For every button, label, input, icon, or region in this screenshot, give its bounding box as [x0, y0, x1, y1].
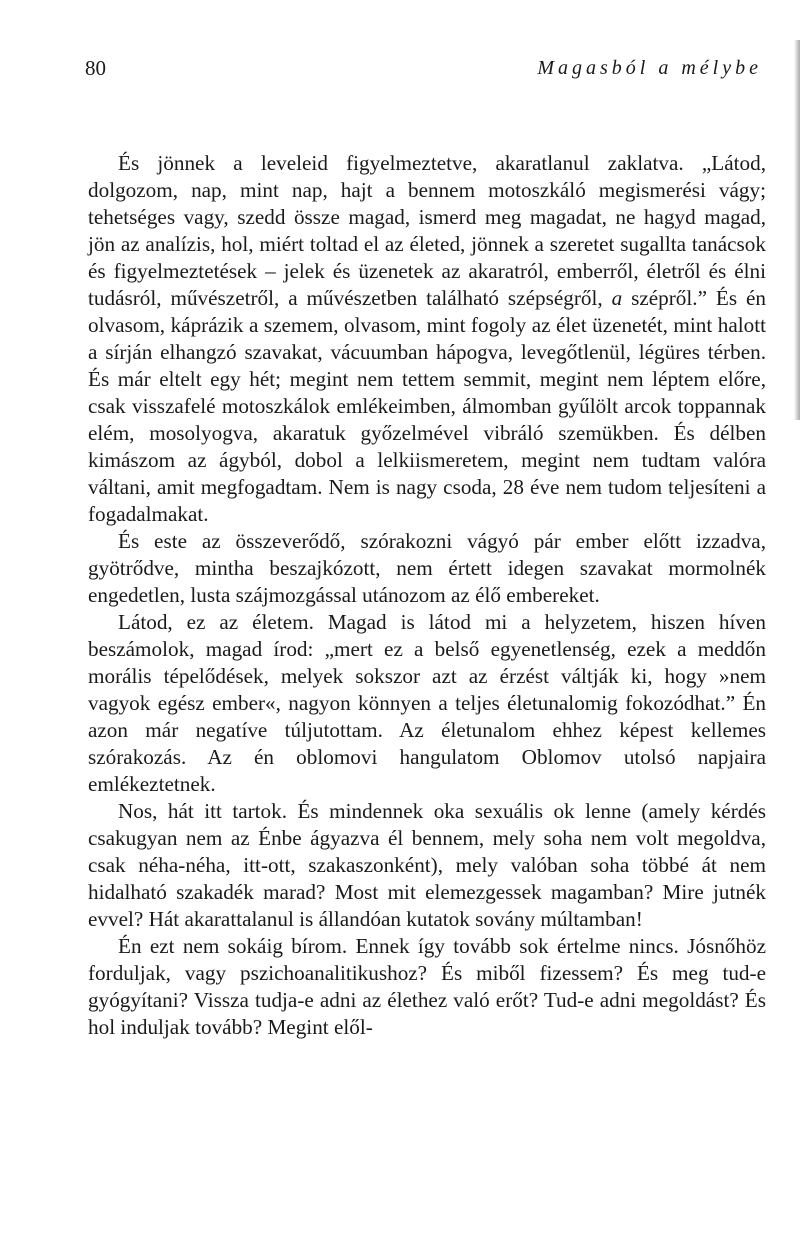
paragraph-5: Én ezt nem sokáig bírom. Ennek így tovább sok értelme nincs. Jósnőhöz forduljak, vagy pszichoanalitikushoz? És miből fizessem? És meg tud-e gyógyítani? Vissza tudja-e adni az élethez való erőt? Tud-e adni megoldást? És hol induljak tovább? Megint elől- — [88, 934, 766, 1039]
paragraph-2: És este az összeverődő, szórakozni vágyó pár ember előtt izzadva, gyötrődve, mintha beszajkózott, nem értett idegen szavakat mormolnék engedetlen, lusta szájmozgással utánozom az élő embereket. — [88, 529, 766, 607]
paragraph-1-text-a: És jönnek a leveleid figyelmeztetve, akaratlanul zaklatva. „Látod, dolgozom, nap, mint nap, hajt a bennem motoszkáló megismerési vágy; tehetséges vagy, szedd össze magad, ismerd meg magadat, ne hagyd magad, jön az analízis, hol, miért toltad el az életed, jönnek a szeretet sugallta tanácsok és figyelmeztetések – jelek és üzenetek az akaratról, emberről, életről és élni tudásról, művészetről, a művészetben található szépségről, — [88, 151, 766, 310]
paragraph-1-text-b: szépről.” És én olvasom, káprázik a szemem, olvasom, mint fogoly az élet üzenetét, mint halott a sírján elhangzó szavakat, vácuumban hápogva, levegőtlenül, légüres térben. És már eltelt egy hét; megint nem tettem semmit, megint nem léptem előre, csak visszafelé motoszkálok emlékeimben, álmomban gyűlölt arcok toppannak elém, mosolyogva, akaratuk győzelmével vibráló szemükben. És délben kimászom az ágyból, dobol a lelkiismeretem, megint nem tudtam valóra váltani, amit megfogadtam. Nem is nagy csoda, 28 éve nem tudom teljesíteni a fogadalmakat. — [88, 286, 766, 526]
running-title: Magasból a mélybe — [537, 57, 762, 79]
page-number: 80 — [85, 56, 106, 80]
body-text — [88, 150, 766, 1041]
paragraph-1 — [88, 150, 766, 528]
paragraph-1-italic: a — [611, 286, 623, 310]
scan-edge-shadow — [794, 40, 800, 420]
paragraph-3: Látod, ez az életem. Magad is látod mi a helyzetem, hiszen híven beszámolok, magad írod: „mert ez a belső egyenetlenség, ezek a meddőn morális tépelődések, melyek sokszor azt az érzést váltják ki, hogy »nem vagyok egész ember«, nagyon könnyen a teljes életunalomig fokozódhat.” Én azon már negatíve túljutottam. Az életunalom ehhez képest kellemes szórakozás. Az én oblomovi hangulatom Oblomov utolsó napjaira emlékeztetnek. — [88, 610, 766, 796]
paragraph-4: Nos, hát itt tartok. És mindennek oka sexuális ok lenne (amely kérdés csakugyan nem az Énbe ágyazva él bennem, mely soha nem volt megoldva, csak néha-néha, itt-ott, szakaszonként), mely valóban soha többé át nem hidalható szakadék marad? Most mit elemezgessek magamban? Mire jutnék evvel? Hát akarattalanul is állandóan kutatok sovány múltamban! — [88, 799, 766, 931]
